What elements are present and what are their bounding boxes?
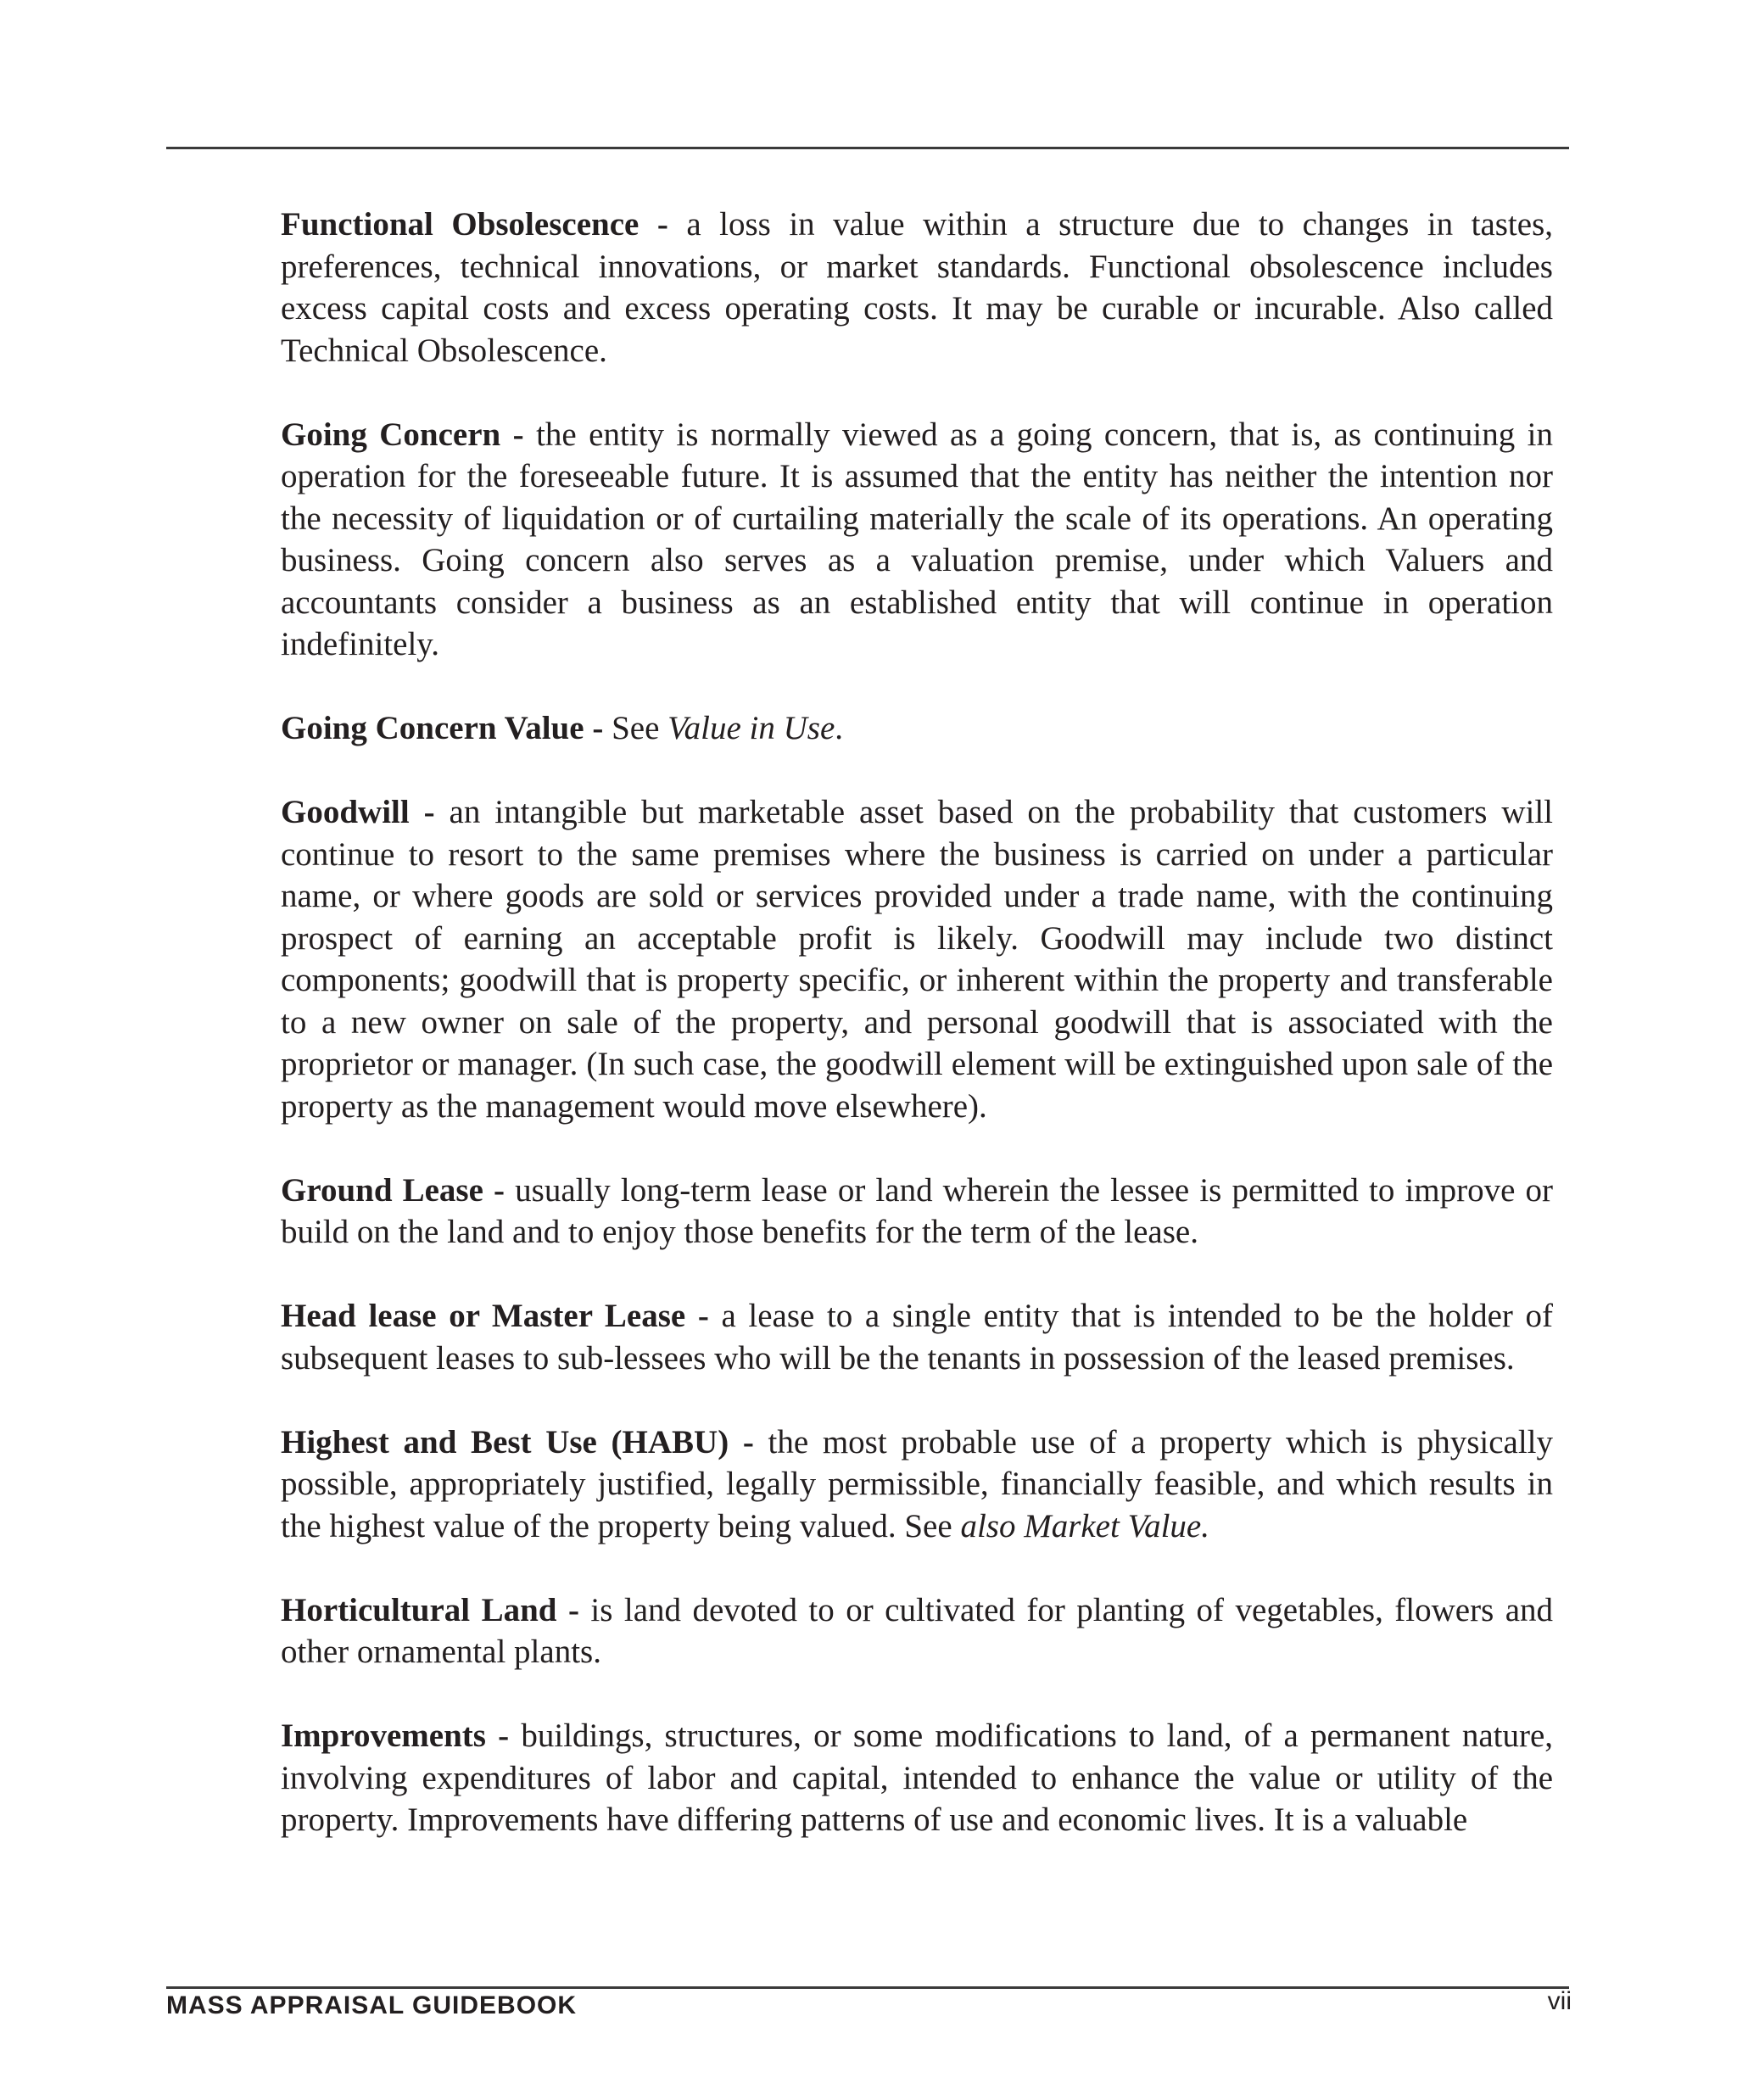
footer-book-title: MASS APPRAISAL GUIDEBOOK — [166, 1991, 578, 2019]
entry-definition: a loss in value within a structure due to changes in tastes, preferences, technical innovations, or market standards. Functional obsolescence includes excess capital costs and excess operating costs. It may be curable or incurable. Also called Technical Obsolescence. — [281, 206, 1554, 369]
entry-separator: - — [423, 794, 435, 830]
entry-separator: - — [512, 416, 524, 453]
glossary-entry-improvements — [281, 1715, 1553, 1841]
entry-term: Ground Lease — [281, 1171, 483, 1209]
entry-definition: a lease to a single entity that is intended to be the holder of subsequent leases to sub-lessees who will be the tenants in possession of the leased premises. — [281, 1298, 1554, 1377]
glossary-entry-head-lease — [281, 1295, 1553, 1379]
entry-separator: - — [656, 206, 668, 243]
entry-cross-reference: also Market Value. — [960, 1507, 1209, 1544]
glossary-entry-highest-and-best-use — [281, 1421, 1553, 1548]
entry-separator: - — [567, 1591, 579, 1628]
entry-separator: - — [697, 1298, 709, 1334]
entry-term: Improvements — [281, 1717, 486, 1754]
entry-separator: - — [742, 1423, 754, 1461]
glossary-entry-functional-obsolescence — [281, 204, 1553, 371]
entry-definition: the entity is normally viewed as a going concern, that is, as continuing in operation for the foreseeable future. It is assumed that the entity has neither the intention nor the necessity of liquidation or of curtailing materially the scale of its operations. An operating business. Going concern also serves as a valuation premise, under which Valuers and accountants consider a business as an established entity that will continue in operation indefinitely. — [281, 416, 1554, 662]
entry-separator: - — [592, 710, 604, 746]
entry-definition: usually long-term lease or land wherein the lessee is permitted to improve or build on the land and to enjoy those benefits for the term of the lease. — [281, 1171, 1554, 1250]
entry-term: Horticultural Land — [281, 1591, 557, 1628]
entry-cross-reference: Value in Use — [667, 710, 835, 746]
entry-term: Going Concern Value — [281, 710, 584, 746]
entry-term: Highest and Best Use (HABU) — [281, 1423, 729, 1461]
header-rule — [166, 147, 1569, 149]
entry-definition: buildings, structures, or some modifications to land, of a permanent nature, involving expenditures of labor and capital, intended to enhance the value or utility of the property. Improvements have differing patterns of use and economic lives. It is a valuable — [281, 1717, 1554, 1838]
glossary-entry-ground-lease — [281, 1170, 1553, 1254]
page-number: vii — [1547, 1987, 1572, 2015]
glossary-entry-going-concern — [281, 414, 1553, 666]
entry-term: Functional Obsolescence — [281, 206, 640, 243]
entry-definition: is land devoted to or cultivated for planting of vegetables, flowers and other ornamental plants. — [281, 1591, 1554, 1670]
entry-definition-tail: . — [835, 710, 844, 746]
entry-term: Going Concern — [281, 416, 501, 453]
footer-rule — [166, 1986, 1569, 1989]
entry-separator: - — [494, 1171, 505, 1209]
entry-separator: - — [498, 1717, 510, 1754]
entry-term: Head lease or Master Lease — [281, 1298, 686, 1334]
glossary-entry-horticultural-land — [281, 1589, 1553, 1673]
glossary-entry-goodwill — [281, 791, 1553, 1127]
entry-term: Goodwill — [281, 794, 410, 830]
entry-definition: See — [612, 710, 660, 746]
entry-definition: an intangible but marketable asset based on the probability that customers will continue to resort to the same premises where the business is carried on under a particular name, or where goods are sold or services provided under a trade name, with the continuing prospect of earning an acceptable profit is likely. Goodwill may include two distinct components; goodwill that is property specific, or inherent within the property and transferable to a new owner on sale of the property, and personal goodwill that is associated with the proprietor or manager. (In such case, the goodwill element will be extinguished upon sale of the property as the management would move elsewhere). — [281, 794, 1553, 1125]
glossary-entry-going-concern-value — [281, 707, 1553, 750]
glossary-content — [281, 204, 1553, 1841]
entry-definition: the most probable use of a property which is physically possible, appropriately justified, legally permissible, financially feasible, and which results in the highest value of the property being valued. See — [281, 1423, 1554, 1544]
